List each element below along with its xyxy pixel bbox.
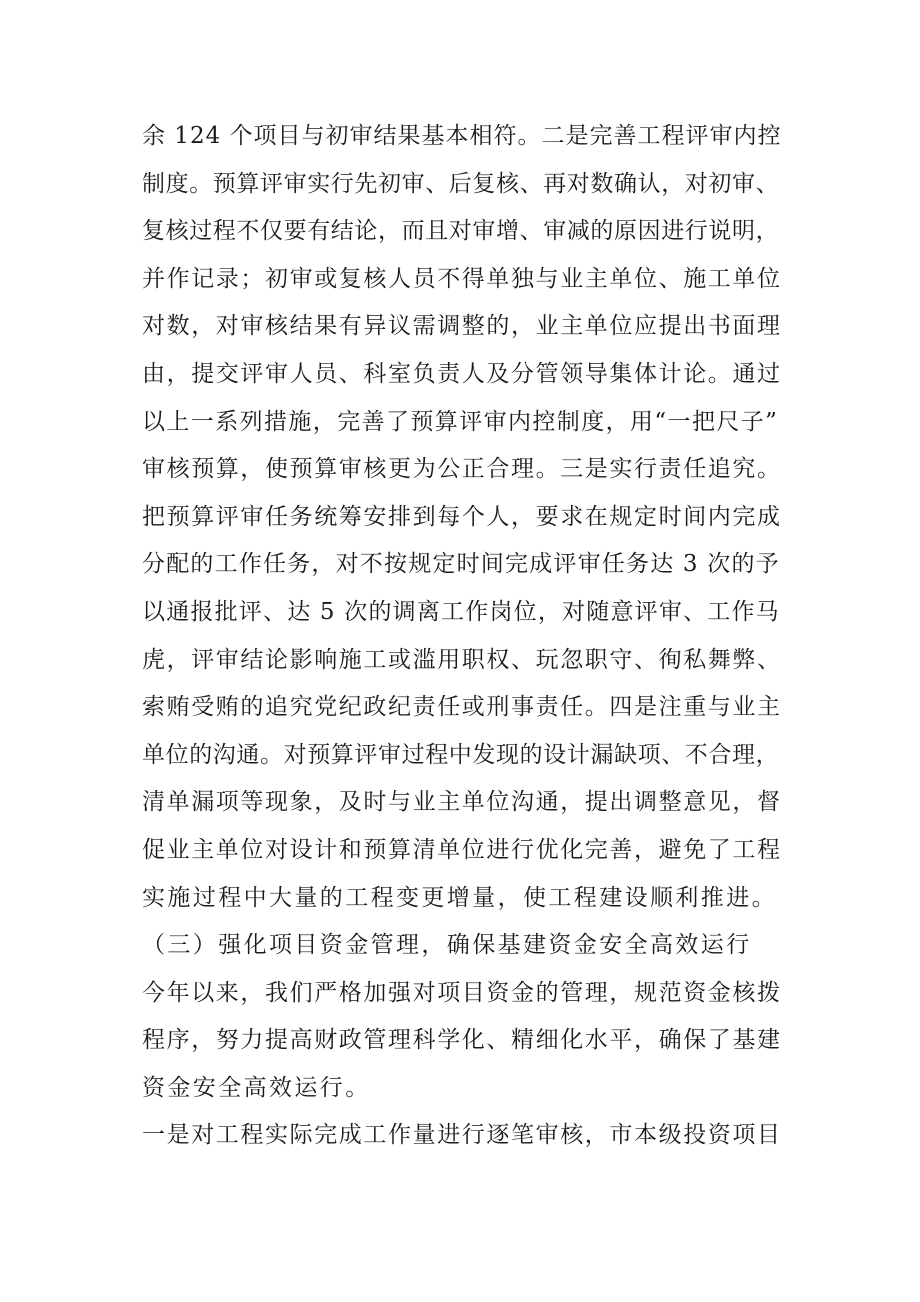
text-line: 虎，评审结论影响施工或滥用职权、玩忽职守、徇私舞弊、 <box>142 646 782 673</box>
section-heading: （三）强化项目资金管理，确保基建资金安全高效运行 <box>142 932 752 959</box>
body-text <box>142 113 782 1160</box>
text-line: 促业主单位对设计和预算清单位进行优化完善，避免了工程 <box>142 836 782 863</box>
text-line: 清单漏项等现象，及时与业主单位沟通，提出调整意见，督 <box>142 789 782 816</box>
text-line: 一是对工程实际完成工作量进行逐笔审核，市本级投资项目 <box>142 1122 782 1149</box>
text-line: 审核预算，使预算审核更为公正合理。三是实行责任追究。 <box>142 456 782 483</box>
text-line: 复核过程不仅要有结论，而且对审增、审减的原因进行说明， <box>142 218 780 245</box>
text-line: 程序，努力提高财政管理科学化、精细化水平，确保了基建 <box>142 1027 782 1054</box>
text-line: 制度。预算评审实行先初审、后复核、再对数确认，对初审、 <box>142 170 780 197</box>
text-line: 余 124 个项目与初审结果基本相符。二是完善工程评审内控 <box>142 123 782 149</box>
text-line: 以通报批评、达 5 次的调离工作岗位，对随意评审、工作马 <box>142 598 780 625</box>
text-line: 分配的工作任务，对不按规定时间完成评审任务达 3 次的予 <box>142 551 780 578</box>
text-line: 由，提交评审人员、科室负责人及分管领导集体计论。通过 <box>142 360 782 387</box>
text-line: 索贿受贿的追究党纪政纪责任或刑事责任。四是注重与业主 <box>142 694 782 721</box>
text-line: 并作记录；初审或复核人员不得单独与业主单位、施工单位 <box>142 265 782 292</box>
text-line: 以上一系列措施，完善了预算评审内控制度，用“一把尺子” <box>142 408 779 435</box>
text-line: 把预算评审任务统筹安排到每个人，要求在规定时间内完成 <box>142 503 782 530</box>
text-line: 单位的沟通。对预算评审过程中发现的设计漏缺项、不合理， <box>142 741 780 768</box>
text-line: 实施过程中大量的工程变更增量，使工程建设顺利推进。 <box>142 884 777 911</box>
text-line: 对数，对审核结果有异议需调整的，业主单位应提出书面理 <box>142 313 782 340</box>
text-line: 资金安全高效运行。 <box>142 1074 371 1101</box>
text-line: 今年以来，我们严格加强对项目资金的管理，规范资金核拨 <box>142 979 782 1006</box>
